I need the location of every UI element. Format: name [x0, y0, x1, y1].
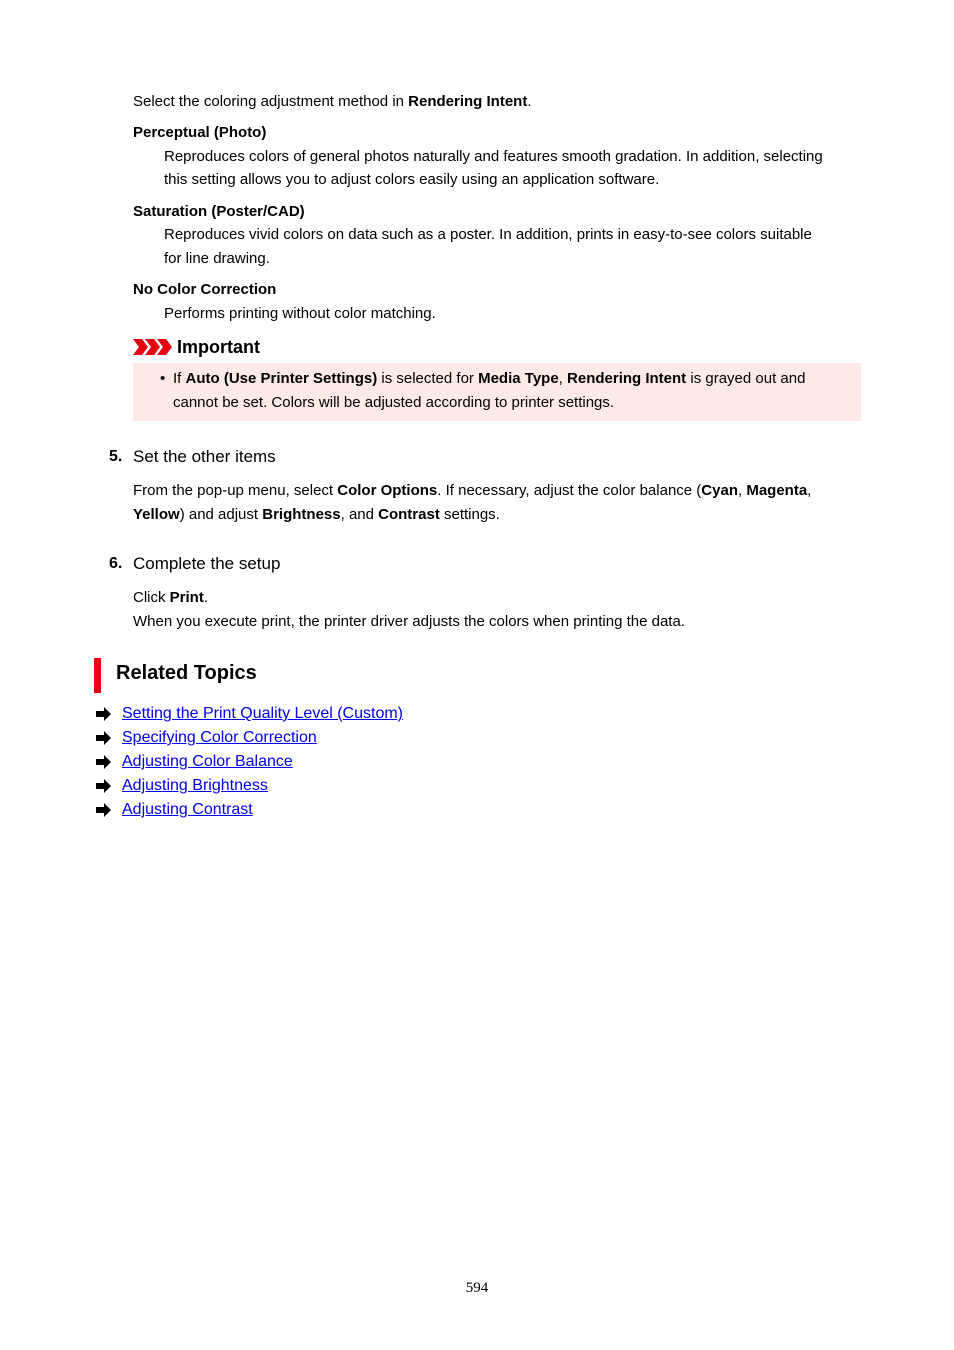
related-topics-bar — [94, 658, 101, 693]
related-topics-title: Related Topics — [116, 662, 257, 684]
related-link-item — [96, 798, 253, 822]
option-term-no-color-correction: No Color Correction — [133, 281, 277, 298]
related-link[interactable]: Adjusting Color Balance — [122, 753, 293, 770]
important-text-line: If Auto (Use Printer Settings) is selected for Media Type, Rendering Intent is grayed out and — [173, 370, 806, 387]
step-text-line: Click Print. — [133, 589, 209, 606]
intro-paragraph — [133, 90, 532, 114]
arrow-right-icon — [96, 706, 112, 722]
important-box — [133, 363, 861, 421]
bullet-icon: • — [160, 370, 166, 387]
step-text-line: Yellow) and adjust Brightness, and Contrast settings. — [133, 506, 500, 523]
related-link-item — [96, 774, 268, 798]
important-label: Important — [177, 336, 260, 357]
related-link[interactable]: Specifying Color Correction — [122, 729, 317, 746]
related-link[interactable]: Adjusting Brightness — [122, 777, 268, 794]
option-desc-line: Performs printing without color matching. — [164, 305, 436, 322]
step-number: 5. — [109, 448, 123, 465]
option-term-saturation: Saturation (Poster/CAD) — [133, 203, 305, 220]
related-link[interactable]: Adjusting Contrast — [122, 801, 253, 818]
arrow-right-icon — [96, 778, 112, 794]
related-link-item — [96, 750, 293, 774]
arrow-right-icon — [96, 730, 112, 746]
arrow-right-icon — [96, 754, 112, 770]
option-desc-line: Reproduces colors of general photos naturally and features smooth gradation. In addition, selecting — [164, 148, 823, 165]
option-desc-line: this setting allows you to adjust colors easily using an application software. — [164, 171, 660, 188]
page-number: 594 — [465, 1280, 489, 1296]
option-desc-line: for line drawing. — [164, 250, 270, 267]
important-text-line: cannot be set. Colors will be adjusted according to printer settings. — [173, 394, 615, 411]
related-link-item — [96, 726, 317, 750]
step-text-line: From the pop-up menu, select Color Options. If necessary, adjust the color balance (Cyan, Magenta, — [133, 482, 812, 499]
intro-text: Select the coloring adjustment method in — [133, 93, 409, 110]
step-title: Set the other items — [133, 447, 276, 466]
step-title: Complete the setup — [133, 554, 281, 573]
arrow-right-icon — [96, 802, 112, 818]
step-text-line: When you execute print, the printer driver adjusts the colors when printing the data. — [133, 613, 685, 630]
intro-term: Rendering Intent — [408, 93, 528, 110]
related-link-item — [96, 702, 403, 726]
important-chevrons-icon — [133, 339, 172, 355]
intro-suffix: . — [527, 93, 532, 110]
option-desc-line: Reproduces vivid colors on data such as a poster. In addition, prints in easy-to-see colors suitable — [164, 226, 812, 243]
important-heading — [133, 334, 260, 360]
related-link[interactable]: Setting the Print Quality Level (Custom) — [122, 705, 404, 722]
step-number: 6. — [109, 555, 123, 572]
option-term-perceptual: Perceptual (Photo) — [133, 124, 267, 141]
